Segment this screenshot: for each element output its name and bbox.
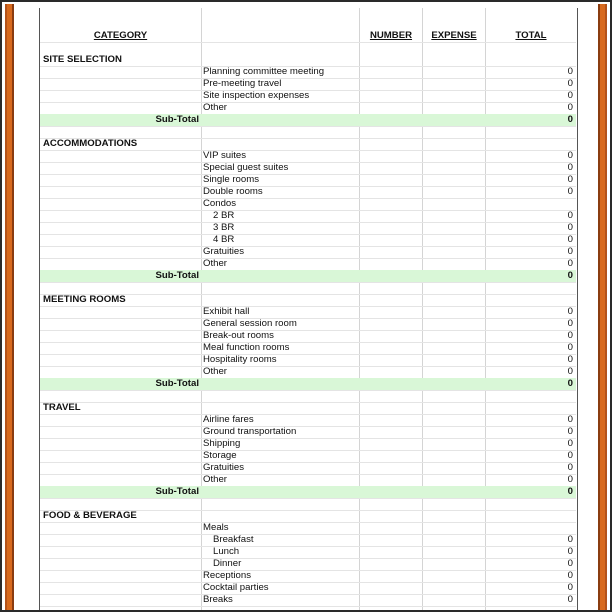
line-item-total: 0 (567, 594, 573, 605)
line-item-label: Breaks (203, 594, 233, 605)
subtotal-label: Sub-Total (155, 378, 199, 389)
subtotal-total: 0 (567, 270, 573, 281)
subtotal-total: 0 (567, 378, 573, 389)
section-title: MEETING ROOMS (43, 294, 126, 305)
line-item-label: Meals (203, 522, 229, 533)
line-item-total: 0 (567, 234, 573, 245)
line-item-label: Gratuities (203, 246, 245, 257)
line-item-label: Breakfast (213, 534, 254, 545)
line-item-total: 0 (567, 534, 573, 545)
line-item-total (488, 198, 573, 210)
line-item-total (488, 522, 573, 534)
header-number: NUMBER (369, 30, 413, 41)
section-title: TRAVEL (43, 402, 81, 413)
line-item-label: Planning committee meeting (203, 66, 325, 77)
header-total: TOTAL (515, 30, 547, 41)
line-item-total: 0 (567, 342, 573, 353)
header-category: CATEGORY (93, 30, 148, 41)
line-item-total: 0 (567, 66, 573, 77)
line-item-label: 4 BR (213, 234, 235, 245)
line-item-label: Break-out rooms (203, 330, 274, 341)
right-accent-bar (598, 4, 607, 610)
subtotal-total: 0 (567, 486, 573, 497)
line-item-label: Site inspection expenses (203, 90, 310, 101)
header-expense: EXPENSE (431, 30, 477, 41)
line-item-label: Double rooms (203, 186, 263, 197)
header-row (40, 30, 576, 43)
line-item-total: 0 (567, 78, 573, 89)
line-item-label: 2 BR (213, 210, 235, 221)
line-item-total: 0 (567, 210, 573, 221)
line-item-total: 0 (567, 546, 573, 557)
line-item-total: 0 (567, 150, 573, 161)
line-item-label: Other (203, 366, 227, 377)
line-item-total: 0 (567, 162, 573, 173)
section-title: SITE SELECTION (43, 54, 122, 65)
line-item-label: Receptions (203, 570, 251, 581)
line-item-label: Hospitality rooms (203, 354, 277, 365)
line-item-label: Gratuities (203, 462, 245, 473)
line-item-total: 0 (567, 450, 573, 461)
line-item-total: 0 (567, 90, 573, 101)
line-item-label: Other (203, 474, 227, 485)
line-item-label: Shipping (203, 438, 241, 449)
budget-spreadsheet (39, 8, 578, 610)
line-item-total: 0 (567, 102, 573, 113)
subtotal-label: Sub-Total (155, 114, 199, 125)
line-item-label: Airline fares (203, 414, 254, 425)
line-item-total: 0 (567, 318, 573, 329)
line-item-label: Dinner (213, 558, 242, 569)
line-item-label: 3 BR (213, 222, 235, 233)
line-item-label: Pre-meeting travel (203, 78, 282, 89)
line-item-total: 0 (567, 366, 573, 377)
table-row[interactable] (40, 594, 576, 607)
line-item-label: Lunch (213, 546, 240, 557)
line-item-total: 0 (567, 414, 573, 425)
line-item-total: 0 (567, 330, 573, 341)
line-item-label: Single rooms (203, 174, 259, 185)
subtotal-label: Sub-Total (155, 486, 199, 497)
section-title: FOOD & BEVERAGE (43, 510, 137, 521)
line-item-total: 0 (567, 222, 573, 233)
line-item-label: Other (203, 102, 227, 113)
line-item-label: VIP suites (203, 150, 247, 161)
line-item-total: 0 (567, 462, 573, 473)
line-item-label: Exhibit hall (203, 306, 250, 317)
line-item-total: 0 (567, 426, 573, 437)
line-item-total: 0 (567, 306, 573, 317)
line-item-label: Ground transportation (203, 426, 297, 437)
left-accent-bar (5, 4, 14, 610)
line-item-label: General session room (203, 318, 297, 329)
subtotal-total: 0 (567, 114, 573, 125)
line-item-label: Special guest suites (203, 162, 289, 173)
subtotal-label: Sub-Total (155, 270, 199, 281)
line-item-total: 0 (567, 246, 573, 257)
line-item-total: 0 (567, 186, 573, 197)
line-item-total: 0 (567, 258, 573, 269)
line-item-label: Condos (203, 198, 237, 209)
line-item-label: Cocktail parties (203, 582, 269, 593)
line-item-total: 0 (567, 582, 573, 593)
line-item-total: 0 (567, 558, 573, 569)
line-item-total: 0 (567, 474, 573, 485)
line-item-total: 0 (567, 174, 573, 185)
line-item-label: Meal function rooms (203, 342, 290, 353)
line-item-total: 0 (567, 438, 573, 449)
section-title: ACCOMMODATIONS (43, 138, 138, 149)
line-item-total: 0 (567, 354, 573, 365)
line-item-label: Other (203, 258, 227, 269)
line-item-total: 0 (567, 570, 573, 581)
line-item-label: Storage (203, 450, 237, 461)
